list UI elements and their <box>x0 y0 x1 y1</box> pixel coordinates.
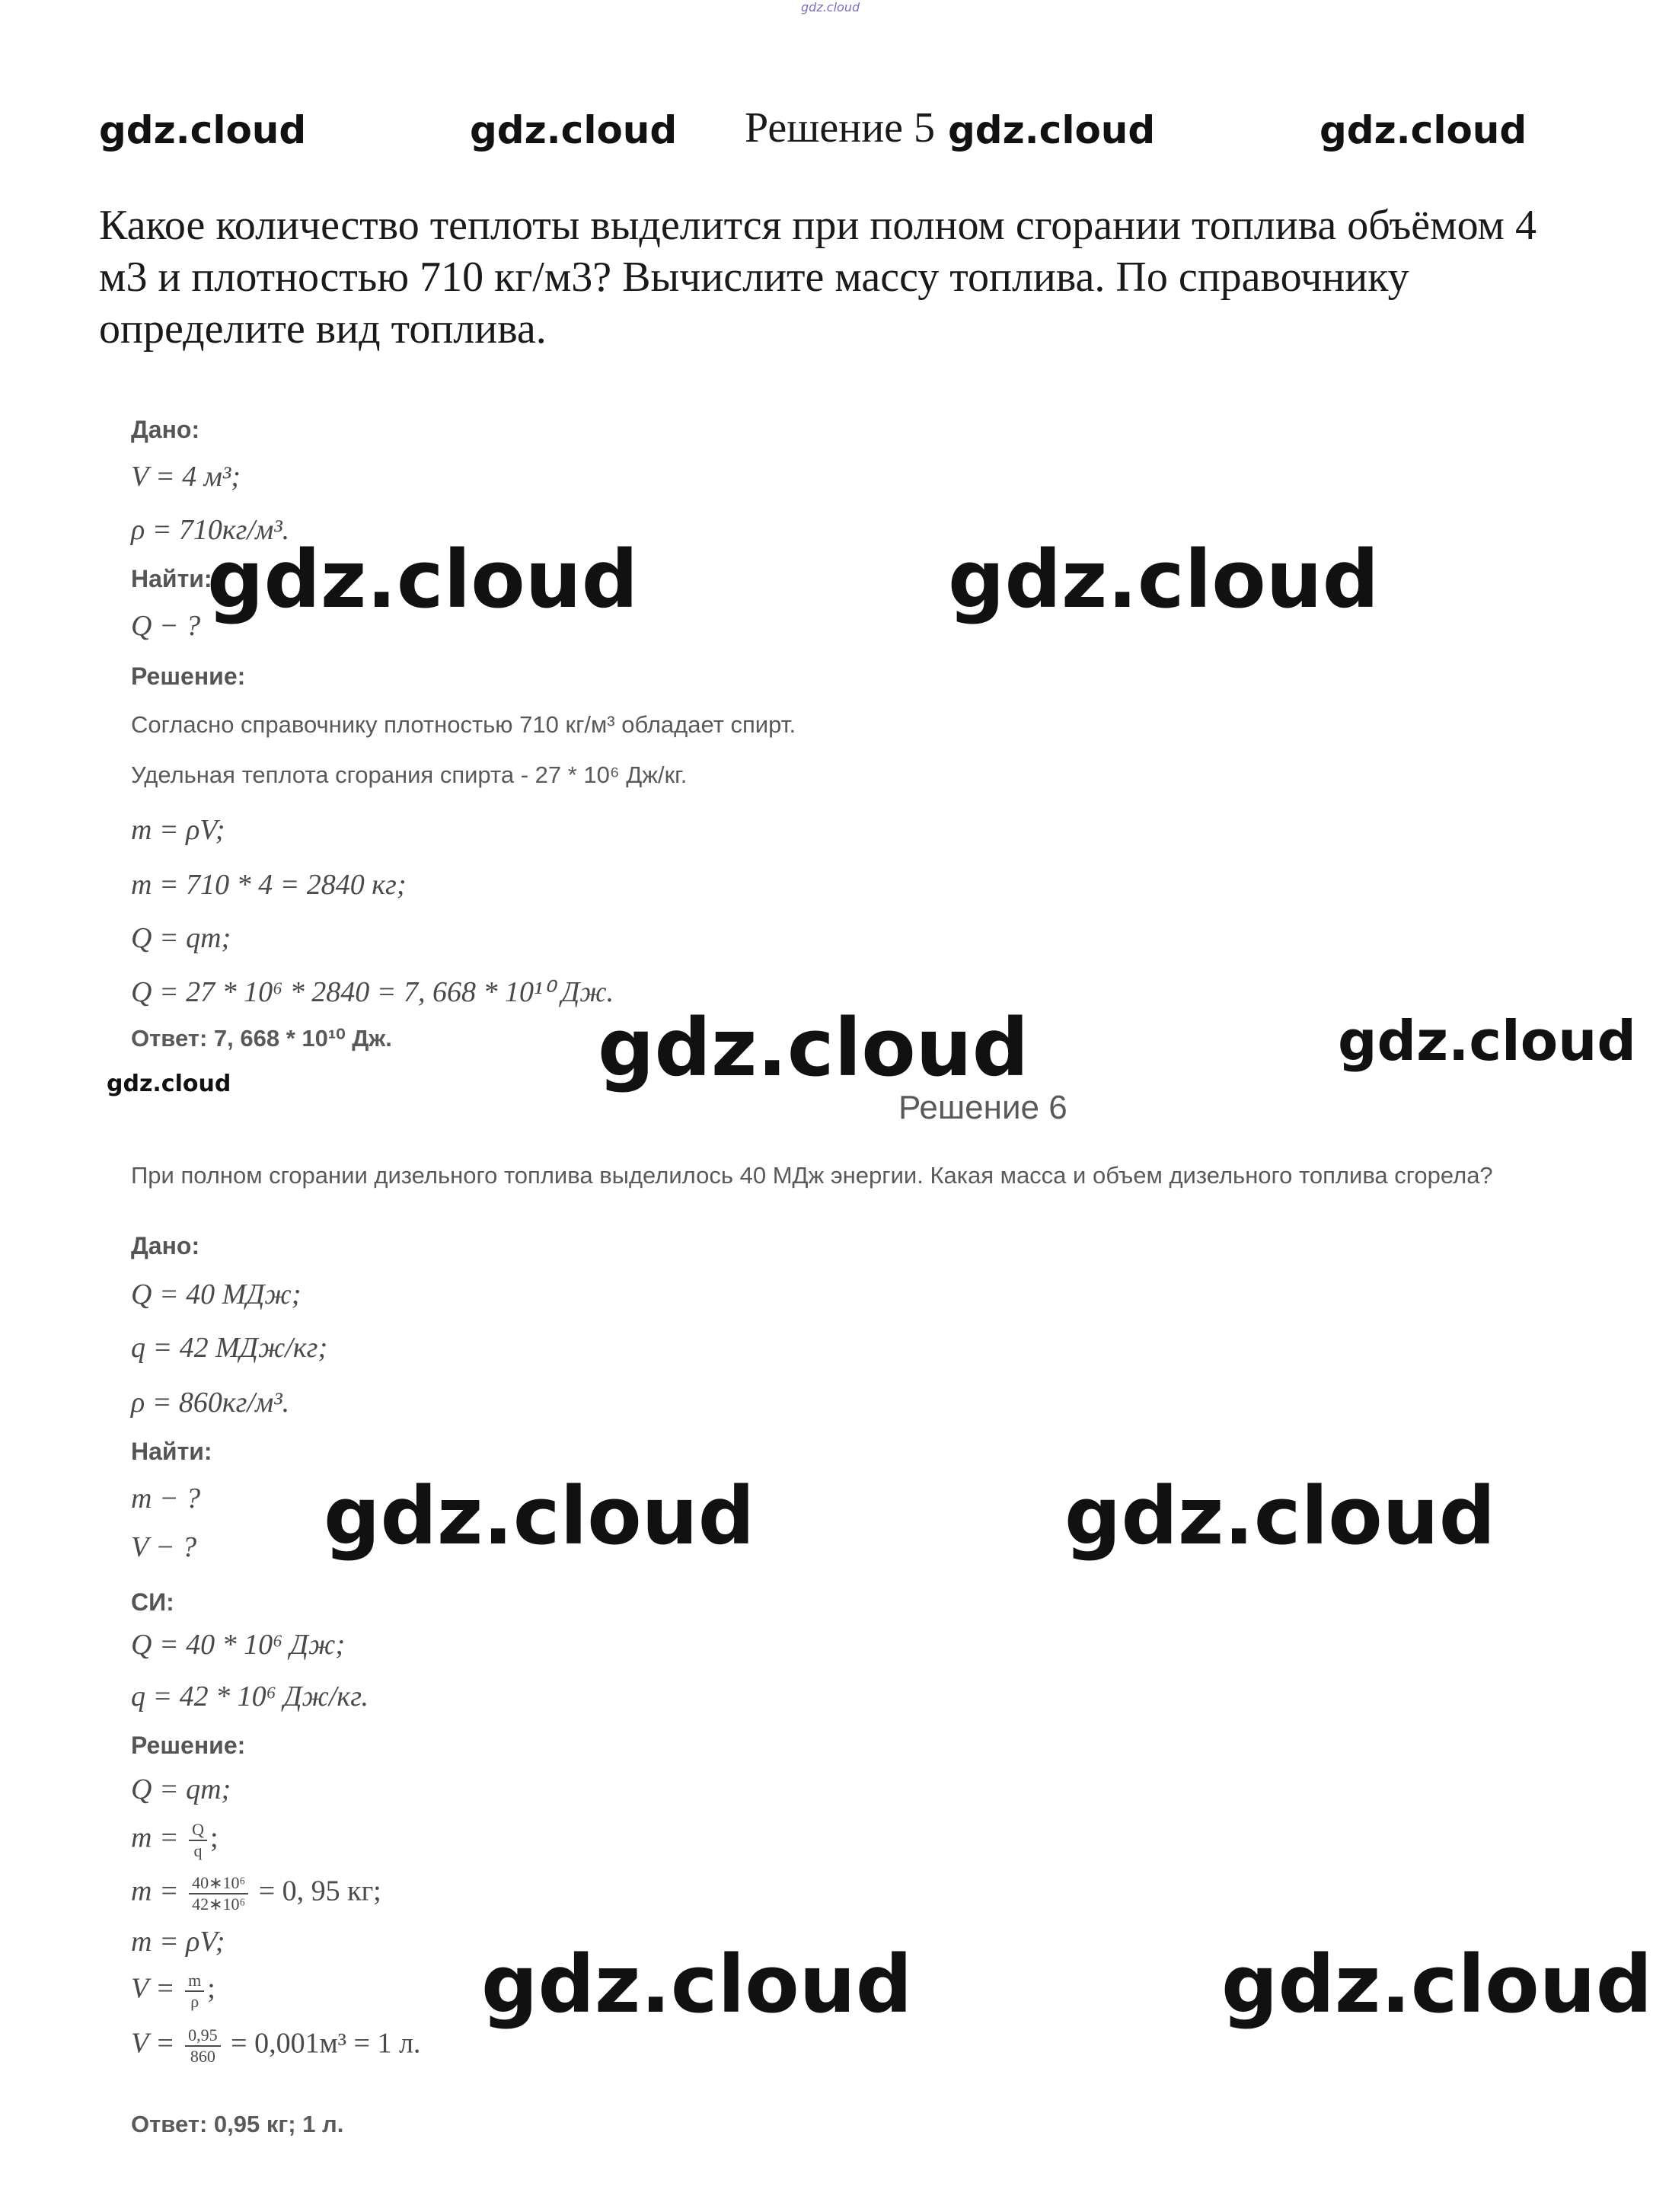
watermark: gdz.cloud <box>470 108 678 152</box>
given-label: Дано: <box>131 416 200 443</box>
answer: Ответ: 0,95 кг; 1 л. <box>131 2111 344 2137</box>
solution-line <box>131 1971 215 2012</box>
si-item: q = 42 * 10⁶ Дж/кг. <box>131 1681 369 1712</box>
formula-lhs: V = <box>131 2027 175 2060</box>
solution-line: m = ρV; <box>131 1926 225 1958</box>
solution-line: m = ρV; <box>131 814 225 846</box>
watermark: gdz.cloud <box>598 1001 1029 1094</box>
formula-lhs: m = <box>131 1875 179 1907</box>
find-label: Найти: <box>131 565 212 592</box>
watermark: gdz.cloud <box>107 1071 231 1097</box>
given-label: Дано: <box>131 1232 200 1259</box>
denominator: 42∗10⁶ <box>192 1894 246 1914</box>
watermark: gdz.cloud <box>481 1938 913 2031</box>
find-item: Q − ? <box>131 610 201 642</box>
solution6-title: Решение 6 <box>898 1089 1067 1126</box>
header-watermark: gdz.cloud <box>801 0 860 14</box>
watermark: gdz.cloud <box>948 108 1156 152</box>
watermark: gdz.cloud <box>207 533 639 626</box>
solution-line <box>131 2025 420 2067</box>
watermark: gdz.cloud <box>99 108 307 152</box>
given-item: ρ = 860кг/м³. <box>131 1387 290 1419</box>
numerator: m <box>185 1971 204 1992</box>
fraction <box>189 1820 207 1861</box>
solution-label: Решение: <box>131 1732 246 1759</box>
solution5-title: Решение 5 <box>745 104 936 152</box>
formula-rhs: = 0,001м³ = 1 л. <box>231 2027 421 2060</box>
fraction <box>189 1873 248 1914</box>
denominator: ρ <box>190 1992 199 2011</box>
find-item: V − ? <box>131 1531 197 1563</box>
si-item: Q = 40 * 10⁶ Дж; <box>131 1629 345 1661</box>
find-item: m − ? <box>131 1483 201 1515</box>
formula-end: ; <box>207 1972 215 2005</box>
formula-rhs: = 0, 95 кг; <box>258 1875 381 1907</box>
watermark: gdz.cloud <box>948 533 1380 626</box>
solution-line: Согласно справочнику плотностью 710 кг/м³ обладает спирт. <box>131 711 796 738</box>
watermark: gdz.cloud <box>1338 1009 1636 1073</box>
solution-line <box>131 1873 381 1914</box>
watermark: gdz.cloud <box>1320 108 1527 152</box>
denominator: q <box>193 1841 203 1860</box>
solution-line: Удельная теплота сгорания спирта - 27 * 10⁶ Дж/кг. <box>131 761 688 788</box>
numerator: Q <box>189 1820 207 1841</box>
solution-line: Q = qm; <box>131 1773 231 1805</box>
given-item: ρ = 710кг/м³. <box>131 514 290 546</box>
formula-lhs: V = <box>131 1972 175 2005</box>
fraction <box>185 2025 221 2067</box>
formula-end: ; <box>209 1821 219 1854</box>
denominator: 860 <box>190 2047 215 2066</box>
solution-line: Q = 27 * 10⁶ * 2840 = 7, 668 * 10¹⁰ Дж. <box>131 976 614 1008</box>
given-item: q = 42 МДж/кг; <box>131 1332 328 1364</box>
answer: Ответ: 7, 668 * 10¹⁰ Дж. <box>131 1025 392 1052</box>
numerator: 0,95 <box>185 2025 221 2047</box>
numerator: 40∗10⁶ <box>189 1873 248 1894</box>
formula-lhs: m = <box>131 1821 179 1854</box>
find-label: Найти: <box>131 1438 212 1465</box>
solution-line: Q = qm; <box>131 922 231 954</box>
watermark: gdz.cloud <box>324 1470 755 1562</box>
si-label: СИ: <box>131 1588 174 1616</box>
solution5-question: Какое количество теплоты выделится при полном сгорании топлива объёмом 4 м3 и плотностью 710 кг/м3? Вычислите массу топлива. По справочнику определите вид топлива. <box>99 202 1537 353</box>
fraction <box>185 1971 204 2012</box>
solution6-question: При полном сгорании дизельного топлива выделилось 40 МДж энергии. Какая масса и объем дизельного топлива сгорела? <box>131 1162 1493 1189</box>
watermark: gdz.cloud <box>1064 1470 1496 1562</box>
given-item: V = 4 м³; <box>131 461 241 493</box>
given-item: Q = 40 МДж; <box>131 1278 302 1310</box>
watermark: gdz.cloud <box>1221 1938 1653 2031</box>
solution-line: m = 710 * 4 = 2840 кг; <box>131 869 407 901</box>
solution-label: Решение: <box>131 662 246 690</box>
solution-line <box>131 1820 219 1861</box>
